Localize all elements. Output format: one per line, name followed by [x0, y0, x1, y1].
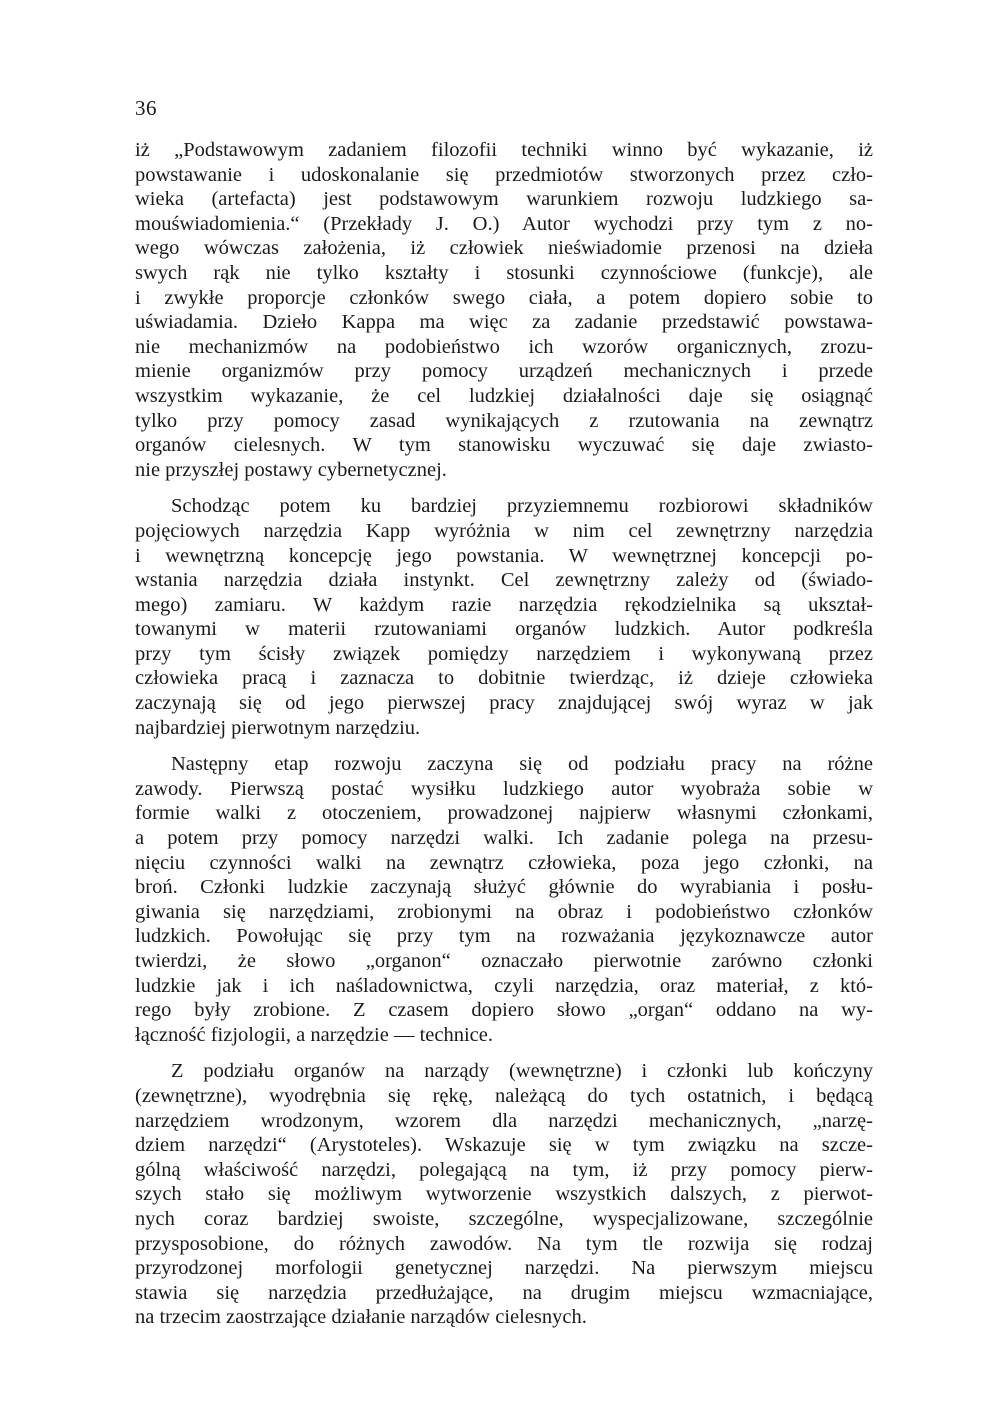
text-line: Następny etap rozwoju zaczyna się od podziału pracy na różne [171, 753, 873, 776]
paragraph [135, 494, 873, 740]
text-line: narzędziem wrodzonym, wzorem dla narzędzi mechanicznych, „narzę- [135, 1109, 873, 1132]
text-line: nie mechanizmów na podobieństwo ich wzorów organicznych, zrozu- [135, 335, 873, 358]
text-line: mego) zamiaru. W każdym razie narzędzia rękodzielnika są ukształ- [135, 593, 873, 616]
text-line: wieka (artefacta) jest podstawowym warunkiem rozwoju ludzkiego sa- [135, 188, 873, 211]
page-number: 36 [135, 96, 157, 120]
text-line: towanymi w materii rzutowaniami organów ludzkich. Autor podkreśla [135, 618, 873, 641]
text-line: nięciu czynności walki na zewnątrz człowieka, poza jego członki, na [135, 851, 873, 874]
body-text [135, 138, 873, 1342]
text-line: wstania narzędzia działa instynkt. Cel zewnętrzny zależy od (świado- [135, 569, 873, 592]
text-line: na trzecim zaostrzające działanie narządów cielesnych. [135, 1306, 587, 1329]
text-line: powstawanie i udoskonalanie się przedmiotów stworzonych przez czło- [135, 163, 873, 186]
text-line: łączność fizjologii, a narzędzie — technice. [135, 1023, 493, 1046]
text-line: ludzkie jak i ich naśladownictwa, czyli narzędzia, oraz materiał, z któ- [135, 974, 873, 997]
text-line: i zwykłe proporcje członków swego ciała, a potem dopiero sobie to [135, 286, 873, 309]
text-line: przyrodzonej morfologii genetycznej narzędzi. Na pierwszym miejscu [135, 1257, 873, 1280]
text-line: tylko przy pomocy zasad wynikających z rzutowania na zewnątrz [135, 409, 873, 432]
text-line: rego były zrobione. Z czasem dopiero słowo „organ“ oddano na wy- [135, 999, 873, 1022]
text-line: i wewnętrzną koncepcję jego powstania. W wewnętrznej koncepcji po- [135, 544, 873, 567]
paragraph [135, 1059, 873, 1330]
text-line: wszystkim wykazanie, że cel ludzkiej działalności daje się osiągnąć [135, 384, 873, 407]
text-line: ludzkich. Powołując się przy tym na rozważania językoznawcze autor [135, 925, 873, 948]
text-line: wego wówczas założenia, iż człowiek nieświadomie przenosi na dzieła [135, 237, 873, 260]
text-line: mouświadomienia.“ (Przekłady J. O.) Autor wychodzi przy tym z no- [135, 212, 873, 235]
text-line: (zewnętrzne), wyodrębnia się rękę, należącą do tych ostatnich, i będącą [135, 1084, 873, 1107]
text-line: dziem narzędzi“ (Arystoteles). Wskazuje się w tym związku na szcze- [135, 1134, 873, 1157]
text-line: mienie organizmów przy pomocy urządzeń mechanicznych i przede [135, 360, 873, 383]
text-line: giwania się narzędziami, zrobionymi na obraz i podobieństwo członków [135, 900, 873, 923]
text-line: organów cielesnych. W tym stanowisku wyczuwać się daje zwiasto- [135, 434, 873, 457]
text-line: formie walki z otoczeniem, prowadzonej najpierw własnymi członkami, [135, 802, 873, 825]
text-line: nych coraz bardziej swoiste, szczególne, wyspecjalizowane, szczególnie [135, 1207, 873, 1230]
text-line: uświadamia. Dzieło Kappa ma więc za zadanie przedstawić powstawa- [135, 311, 873, 334]
text-line: gólną właściwość narzędzi, polegającą na tym, iż przy pomocy pierw- [135, 1158, 873, 1181]
text-line: nie przyszłej postawy cybernetycznej. [135, 458, 447, 481]
text-line: zawody. Pierwszą postać wysiłku ludzkiego autor wyobraża sobie w [135, 777, 873, 800]
paragraph [135, 752, 873, 1047]
text-line: twierdzi, że słowo „organon“ oznaczało pierwotnie zarówno członki [135, 950, 873, 972]
text-line: przysposobione, do różnych zawodów. Na tym tle rozwija się rodzaj [135, 1232, 873, 1255]
text-line: a potem przy pomocy narzędzi walki. Ich zadanie polega na przesu- [135, 827, 873, 850]
text-line: szych stało się możliwym wytworzenie wszystkich dalszych, z pierwot- [135, 1183, 873, 1206]
text-line: pojęciowych narzędzia Kapp wyróżnia w nim cel zewnętrzny narzędzia [135, 519, 873, 542]
text-line: swych rąk nie tylko kształty i stosunki czynnościowe (funkcje), ale [135, 261, 873, 284]
text-line: iż „Podstawowym zadaniem filozofii techniki winno być wykazanie, iż [135, 139, 873, 161]
text-line: Z podziału organów na narządy (wewnętrzne) i członki lub kończyny [171, 1060, 873, 1083]
text-line: Schodząc potem ku bardziej przyziemnemu rozbiorowi składników [171, 495, 873, 518]
text-line: stawia się narzędzia przedłużające, na drugim miejscu wzmacniające, [135, 1281, 873, 1304]
text-line: broń. Członki ludzkie zaczynają służyć głównie do wyrabiania i posłu- [135, 876, 873, 899]
text-line: zaczynają się od jego pierwszej pracy znajdującej swój wyraz w jak [135, 692, 873, 715]
text-line: najbardziej pierwotnym narzędziu. [135, 716, 421, 739]
text-line: przy tym ścisły związek pomiędzy narzędziem i wykonywaną przez [135, 642, 873, 665]
text-line: człowieka pracą i zaznacza to dobitnie twierdząc, iż dzieje człowieka [135, 667, 873, 690]
paragraph [135, 138, 873, 482]
